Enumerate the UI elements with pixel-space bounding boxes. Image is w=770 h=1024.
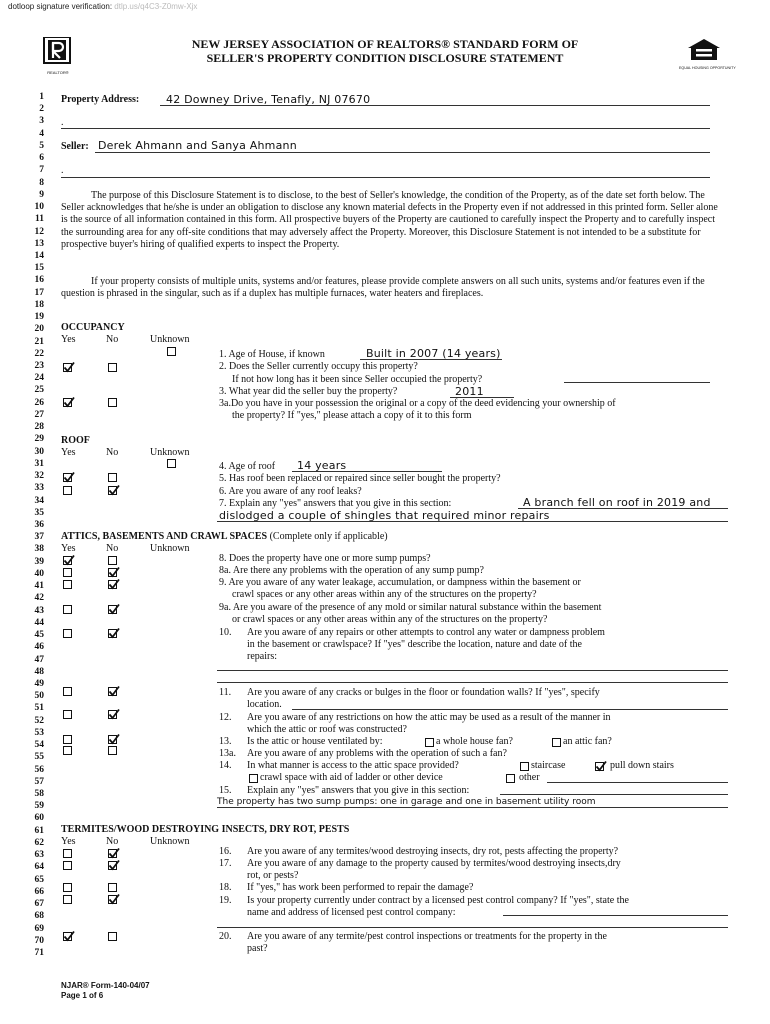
multiple-units-paragraph: If your property consists of multiple units, systems and/or features, please provide complete answers on all such units, systems and/or features even if the question is phrased in the singular, such as if a duplex has multiple furnaces, water heaters and fireplaces. xyxy=(61,276,705,300)
q16-no-checkbox[interactable] xyxy=(108,849,117,858)
q19-no-checkbox[interactable] xyxy=(108,895,117,904)
seller-underline xyxy=(95,152,710,153)
line-number: 19 xyxy=(34,312,44,323)
q15-label: Explain any "yes" answers that you give in this section: xyxy=(247,785,470,796)
q10-label-line1: Are you aware of any repairs or other attempts to control any water or dampness problem xyxy=(247,627,605,638)
equal-housing-icon xyxy=(685,37,723,61)
roof-column-unknown: Unknown xyxy=(150,447,190,458)
q11-number: 11. xyxy=(219,687,232,698)
q18-label: If "yes," has work been performed to repair the damage? xyxy=(247,882,474,893)
dotloop-label: dotloop signature verification: xyxy=(8,2,113,11)
q17-no-checkbox[interactable] xyxy=(108,861,117,870)
equal-housing-logo xyxy=(679,37,736,71)
checkmark-icon xyxy=(108,859,120,871)
q1-label: 1. Age of House, if known xyxy=(219,349,325,360)
q17-label-line1: Are you aware of any damage to the property caused by termites/wood destroying insects,dry xyxy=(247,858,621,869)
line-number: 6 xyxy=(39,153,44,164)
column-yes: Yes xyxy=(61,334,76,345)
line-number: 14 xyxy=(34,250,44,261)
line-number: 2 xyxy=(39,104,44,115)
q10-label-line3: repairs: xyxy=(247,651,277,662)
q18-yes-checkbox[interactable] xyxy=(63,883,72,892)
q7-underline-2 xyxy=(217,521,728,522)
q20-yes-checkbox[interactable] xyxy=(63,932,72,941)
q12-label-line2: which the attic or roof was constructed? xyxy=(247,724,407,735)
q19-label-line1: Is your property currently under contract by a licensed pest control company? If "yes", state the xyxy=(247,895,629,906)
line-number: 3 xyxy=(39,116,44,127)
line-number: 26 xyxy=(34,397,44,408)
q3-answer-field[interactable]: 2011 xyxy=(455,385,484,398)
q14-crawl-space-checkbox[interactable] xyxy=(249,774,258,783)
line-number: 40 xyxy=(34,568,44,579)
column-unknown: Unknown xyxy=(150,334,190,345)
q5-yes-checkbox[interactable] xyxy=(63,473,72,482)
q1-unknown-checkbox[interactable] xyxy=(167,347,176,356)
q6-no-checkbox[interactable] xyxy=(108,486,117,495)
q13a-yes-checkbox[interactable] xyxy=(63,746,72,755)
checkmark-icon xyxy=(108,627,120,639)
q15-underline-1 xyxy=(500,794,728,795)
line-number: 54 xyxy=(34,740,44,751)
termites-column-no: No xyxy=(106,836,119,847)
line-number: 15 xyxy=(34,263,44,274)
line-number: 57 xyxy=(34,776,44,787)
q8-no-checkbox[interactable] xyxy=(108,556,117,565)
line-number: 65 xyxy=(34,874,44,885)
line-number: 64 xyxy=(34,862,44,873)
q14-label: In what manner is access to the attic space provided? xyxy=(247,760,459,771)
line-number: 59 xyxy=(34,801,44,812)
q18-no-checkbox[interactable] xyxy=(108,883,117,892)
q7-answer-line1[interactable]: A branch fell on roof in 2019 and xyxy=(523,496,711,509)
line-number: 45 xyxy=(34,630,44,641)
line-number: 17 xyxy=(34,287,44,298)
property-address-underline xyxy=(160,105,710,106)
column-no: No xyxy=(106,334,119,345)
purpose-paragraph: The purpose of this Disclosure Statement is to disclose, to the best of Seller's knowledge, the condition of the Property, as of the date set forth below. The Seller acknowledges that he/she is under an obligation to disclose any known material defects in the Property even if not addressed in this printed form. Seller alone is the source of all information contained in this form. All prospective buyers of the Property are cautioned to carefully inspect the Property and to carefully inspect the surrounding area for any off-site conditions that may adversely affect the Property. Moreover, this Disclosure Statement is not intended to be a substitute for prospective buyer's hiring of qualified experts to inspect the Property. xyxy=(61,190,718,250)
q19-answer-field[interactable] xyxy=(503,915,728,916)
form-title-line2: SELLER'S PROPERTY CONDITION DISCLOSURE STATEMENT xyxy=(206,51,564,65)
q12-no-checkbox[interactable] xyxy=(108,710,117,719)
line-number: 11 xyxy=(35,214,44,225)
q10-no-checkbox[interactable] xyxy=(108,629,117,638)
roof-column-no: No xyxy=(106,447,119,458)
attics-heading-row xyxy=(61,531,388,542)
q9a-label-line2: or crawl spaces or any other areas within any of the structures on the property? xyxy=(232,614,548,625)
q9-no-checkbox[interactable] xyxy=(108,580,117,589)
equal-housing-caption: EQUAL HOUSING OPPORTUNITY xyxy=(679,66,736,70)
attics-heading: ATTICS, BASEMENTS AND CRAWL SPACES xyxy=(61,531,268,542)
line-number: 7 xyxy=(39,165,44,176)
q4-underline xyxy=(292,471,442,472)
realtor-caption: REALTOR® xyxy=(47,70,69,75)
checkmark-icon xyxy=(108,893,120,905)
q14-other-field[interactable] xyxy=(547,782,728,783)
q5-no-checkbox[interactable] xyxy=(108,473,117,482)
q13a-label: Are you aware of any problems with the operation of such a fan? xyxy=(247,748,507,759)
q12-yes-checkbox[interactable] xyxy=(63,710,72,719)
q9a-yes-checkbox[interactable] xyxy=(63,605,72,614)
line-number: 23 xyxy=(34,361,44,372)
q13-no-checkbox[interactable] xyxy=(108,735,117,744)
line-number: 37 xyxy=(34,532,44,543)
q20-label-line1: Are you aware of any termite/pest control inspections or treatments for the property in the xyxy=(247,931,607,942)
address-line-2-field[interactable] xyxy=(61,128,710,129)
line-number: 21 xyxy=(34,336,44,347)
line-number: 50 xyxy=(34,691,44,702)
q7-label: 7. Explain any "yes" answers that you give in this section: xyxy=(219,498,452,509)
line-number: 9 xyxy=(39,189,44,200)
q9-label-line1: 9. Are you aware of any water leakage, accumulation, or dampness within the basement or xyxy=(219,577,581,588)
line-number: 43 xyxy=(34,605,44,616)
q8-yes-checkbox[interactable] xyxy=(63,556,72,565)
line-number: 33 xyxy=(34,483,44,494)
q6-label: 6. Are you aware of any roof leaks? xyxy=(219,486,362,497)
line-number: 41 xyxy=(34,581,44,592)
line-number: 55 xyxy=(34,752,44,763)
page-number: Page 1 of 6 xyxy=(61,991,104,1000)
q8a-label: 8a. Are there any problems with the operation of any sump pump? xyxy=(219,565,484,576)
q18-number: 18. xyxy=(219,882,232,893)
line-number: 20 xyxy=(34,324,44,335)
roof-heading: ROOF xyxy=(61,435,90,446)
q14-number: 14. xyxy=(219,760,232,771)
seller-line-2-mark: . xyxy=(61,165,64,176)
line-number: 29 xyxy=(34,434,44,445)
line-number: 58 xyxy=(34,789,44,800)
q19-number: 19. xyxy=(219,895,232,906)
property-address-label: Property Address: xyxy=(61,94,140,105)
checkmark-icon xyxy=(63,930,75,942)
q14-pull-down-stairs-label: pull down stairs xyxy=(610,760,674,771)
line-number: 38 xyxy=(34,544,44,555)
q13a-no-checkbox[interactable] xyxy=(108,746,117,755)
line-number: 70 xyxy=(34,935,44,946)
line-number: 71 xyxy=(34,948,44,958)
line-number: 48 xyxy=(34,666,44,677)
line-number: 31 xyxy=(34,458,44,469)
seller-label: Seller: xyxy=(61,141,89,152)
line-number: 5 xyxy=(39,140,44,151)
line-number: 42 xyxy=(34,593,44,604)
q17-yes-checkbox[interactable] xyxy=(63,861,72,870)
q14-pull-down-stairs-checkbox[interactable] xyxy=(595,762,604,771)
q10-yes-checkbox[interactable] xyxy=(63,629,72,638)
termites-column-unknown: Unknown xyxy=(150,836,190,847)
q11-yes-checkbox[interactable] xyxy=(63,687,72,696)
attics-column-no: No xyxy=(106,543,119,554)
checkmark-icon xyxy=(108,685,120,697)
q1-answer-field[interactable]: Built in 2007 (14 years) xyxy=(366,347,501,360)
q4-unknown-checkbox[interactable] xyxy=(167,459,176,468)
line-number: 46 xyxy=(34,642,44,653)
checkmark-icon xyxy=(108,708,120,720)
line-number: 44 xyxy=(34,617,44,628)
q14-staircase-checkbox[interactable] xyxy=(520,762,529,771)
q3-label: 3. What year did the seller buy the property? xyxy=(219,386,398,397)
q10-answer-line1[interactable] xyxy=(217,670,728,671)
checkmark-icon xyxy=(108,847,120,859)
line-number: 67 xyxy=(34,899,44,910)
q20-no-checkbox[interactable] xyxy=(108,932,117,941)
line-number: 13 xyxy=(34,238,44,249)
q2b-answer-field[interactable] xyxy=(564,382,710,383)
q13-label: Is the attic or house ventilated by: xyxy=(247,736,383,747)
line-number: 39 xyxy=(34,556,44,567)
q8-label: 8. Does the property have one or more sump pumps? xyxy=(219,553,431,564)
q15-number: 15. xyxy=(219,785,232,796)
line-number: 4 xyxy=(39,128,44,139)
q9-label-line2: crawl spaces or any other areas within any of the structures on the property? xyxy=(232,589,537,600)
q13-yes-checkbox[interactable] xyxy=(63,735,72,744)
q2-yes-checkbox[interactable] xyxy=(63,363,72,372)
line-number: 25 xyxy=(34,385,44,396)
line-number: 68 xyxy=(34,911,44,922)
q16-label: Are you aware of any termites/wood destroying insects, dry rot, pests affecting the property? xyxy=(247,846,619,857)
checkmark-icon xyxy=(108,566,120,578)
line-number: 34 xyxy=(34,495,44,506)
q7-answer-line2[interactable]: dislodged a couple of shingles that required minor repairs xyxy=(219,509,550,522)
q14-staircase-label: staircase xyxy=(531,760,566,771)
roof-column-yes: Yes xyxy=(61,447,76,458)
q8a-no-checkbox[interactable] xyxy=(108,568,117,577)
q19-yes-checkbox[interactable] xyxy=(63,895,72,904)
q9a-no-checkbox[interactable] xyxy=(108,605,117,614)
q19-label-line2: name and address of licensed pest control company: xyxy=(247,907,456,918)
line-number: 51 xyxy=(34,703,44,714)
q13-attic-fan-checkbox[interactable] xyxy=(552,738,561,747)
q16-number: 16. xyxy=(219,846,232,857)
line-number: 16 xyxy=(34,275,44,286)
dotloop-code[interactable]: dtlp.us/q4C3-Z0mw-Xjx xyxy=(114,2,198,11)
line-number: 63 xyxy=(34,850,44,861)
q3a-no-checkbox[interactable] xyxy=(108,398,117,407)
checkmark-icon xyxy=(63,554,75,566)
line-number: 47 xyxy=(34,654,44,665)
property-address-field[interactable]: 42 Downey Drive, Tenafly, NJ 07670 xyxy=(166,93,371,106)
q14-other-checkbox[interactable] xyxy=(506,774,515,783)
line-number: 18 xyxy=(34,299,44,310)
checkmark-icon xyxy=(63,396,75,408)
q2-label: 2. Does the Seller currently occupy this property? xyxy=(219,361,418,372)
line-number: 12 xyxy=(34,226,44,237)
q11-answer-field[interactable] xyxy=(292,709,728,710)
line-number: 61 xyxy=(34,825,44,836)
termites-column-yes: Yes xyxy=(61,836,76,847)
q11-no-checkbox[interactable] xyxy=(108,687,117,696)
address-line-2-mark: . xyxy=(61,117,64,128)
q13-whole-house-fan-checkbox[interactable] xyxy=(425,738,434,747)
line-number: 35 xyxy=(34,507,44,518)
checkmark-icon xyxy=(108,484,120,496)
q4-label: 4. Age of roof xyxy=(219,461,276,472)
line-number: 60 xyxy=(34,813,44,824)
line-number: 10 xyxy=(34,202,44,213)
line-number: 32 xyxy=(34,471,44,482)
q14-other-label: other xyxy=(519,772,540,783)
q15-underline-2 xyxy=(217,807,728,808)
checkmark-icon xyxy=(63,471,75,483)
checkmark-icon xyxy=(108,578,120,590)
q10-label-line2: in the basement or crawlspace? If "yes" describe the location, nature and date of the xyxy=(247,639,582,650)
q19-answer-line2[interactable] xyxy=(217,927,728,928)
q11-label-line2: location. xyxy=(247,699,282,710)
checkmark-icon xyxy=(595,760,607,772)
q13-attic-fan-label: an attic fan? xyxy=(563,736,612,747)
checkmark-icon xyxy=(63,361,75,373)
q13-whole-house-fan-label: a whole house fan? xyxy=(436,736,513,747)
form-title-line1: NEW JERSEY ASSOCIATION OF REALTORS® STANDARD FORM OF xyxy=(191,37,579,51)
line-number: 52 xyxy=(34,715,44,726)
q9a-label-line1: 9a. Are you aware of the presence of any mold or similar natural substance within the basement xyxy=(219,602,602,613)
attics-column-unknown: Unknown xyxy=(150,543,190,554)
line-number: 36 xyxy=(34,520,44,530)
line-number: 22 xyxy=(34,348,44,359)
line-number: 53 xyxy=(34,727,44,738)
q5-label: 5. Has roof been replaced or repaired since seller bought the property? xyxy=(219,473,501,484)
line-number: 27 xyxy=(34,409,44,420)
line-number: 28 xyxy=(34,422,44,433)
q12-number: 12. xyxy=(219,712,232,723)
line-number: 8 xyxy=(39,177,44,188)
form-id: NJAR® Form-140-04/07 xyxy=(61,981,150,990)
q9-yes-checkbox[interactable] xyxy=(63,580,72,589)
line-number: 30 xyxy=(34,446,44,457)
q16-yes-checkbox[interactable] xyxy=(63,849,72,858)
line-number: 56 xyxy=(34,764,44,775)
line-number: 24 xyxy=(34,373,44,384)
attics-column-yes: Yes xyxy=(61,543,76,554)
q17-label-line2: rot, or pests? xyxy=(247,870,299,881)
q15-answer-field[interactable]: The property has two sump pumps: one in garage and one in basement utility room xyxy=(217,797,596,807)
q12-label-line1: Are you aware of any restrictions on how the attic may be used as a result of the manner in xyxy=(247,712,611,723)
checkmark-icon xyxy=(108,603,120,615)
q20-number: 20. xyxy=(219,931,232,942)
q11-label-line1: Are you aware of any cracks or bulges in the floor or foundation walls? If "yes", specify xyxy=(247,687,600,698)
q4-answer-field[interactable]: 14 years xyxy=(297,459,347,472)
seller-name-field[interactable]: Derek Ahmann and Sanya Ahmann xyxy=(98,139,297,152)
line-number: 62 xyxy=(34,837,44,848)
q14-crawl-space-label: crawl space with aid of ladder or other device xyxy=(260,772,443,783)
occupancy-heading: OCCUPANCY xyxy=(61,322,125,333)
termites-heading: TERMITES/WOOD DESTROYING INSECTS, DRY ROT, PESTS xyxy=(61,824,350,835)
line-number: 1 xyxy=(39,92,44,102)
line-number: 69 xyxy=(34,923,44,934)
q3a-yes-checkbox[interactable] xyxy=(63,398,72,407)
q10-answer-line2[interactable] xyxy=(217,682,728,683)
attics-heading-note: (Complete only if applicable) xyxy=(269,531,388,542)
q13a-number: 13a. xyxy=(219,748,236,759)
q3a-label-line1: 3a.Do you have in your possession the original or a copy of the deed evidencing your ownership of xyxy=(219,398,616,409)
q13-number: 13. xyxy=(219,736,232,747)
line-number: 49 xyxy=(34,678,44,689)
q20-label-line2: past? xyxy=(247,943,268,954)
checkmark-icon xyxy=(108,733,120,745)
q8a-yes-checkbox[interactable] xyxy=(63,568,72,577)
q3a-label-line2: the property? If "yes," please attach a copy of it to this form xyxy=(232,410,472,421)
q6-yes-checkbox[interactable] xyxy=(63,486,72,495)
q10-number: 10. xyxy=(219,627,232,638)
seller-line-2-field[interactable] xyxy=(61,177,710,178)
q2-no-checkbox[interactable] xyxy=(108,363,117,372)
dotloop-verification xyxy=(8,2,197,11)
q17-number: 17. xyxy=(219,858,232,869)
q2b-label: If not how long has it been since Seller occupied the property? xyxy=(232,374,483,385)
line-number: 66 xyxy=(34,886,44,897)
q1-underline xyxy=(360,359,502,360)
